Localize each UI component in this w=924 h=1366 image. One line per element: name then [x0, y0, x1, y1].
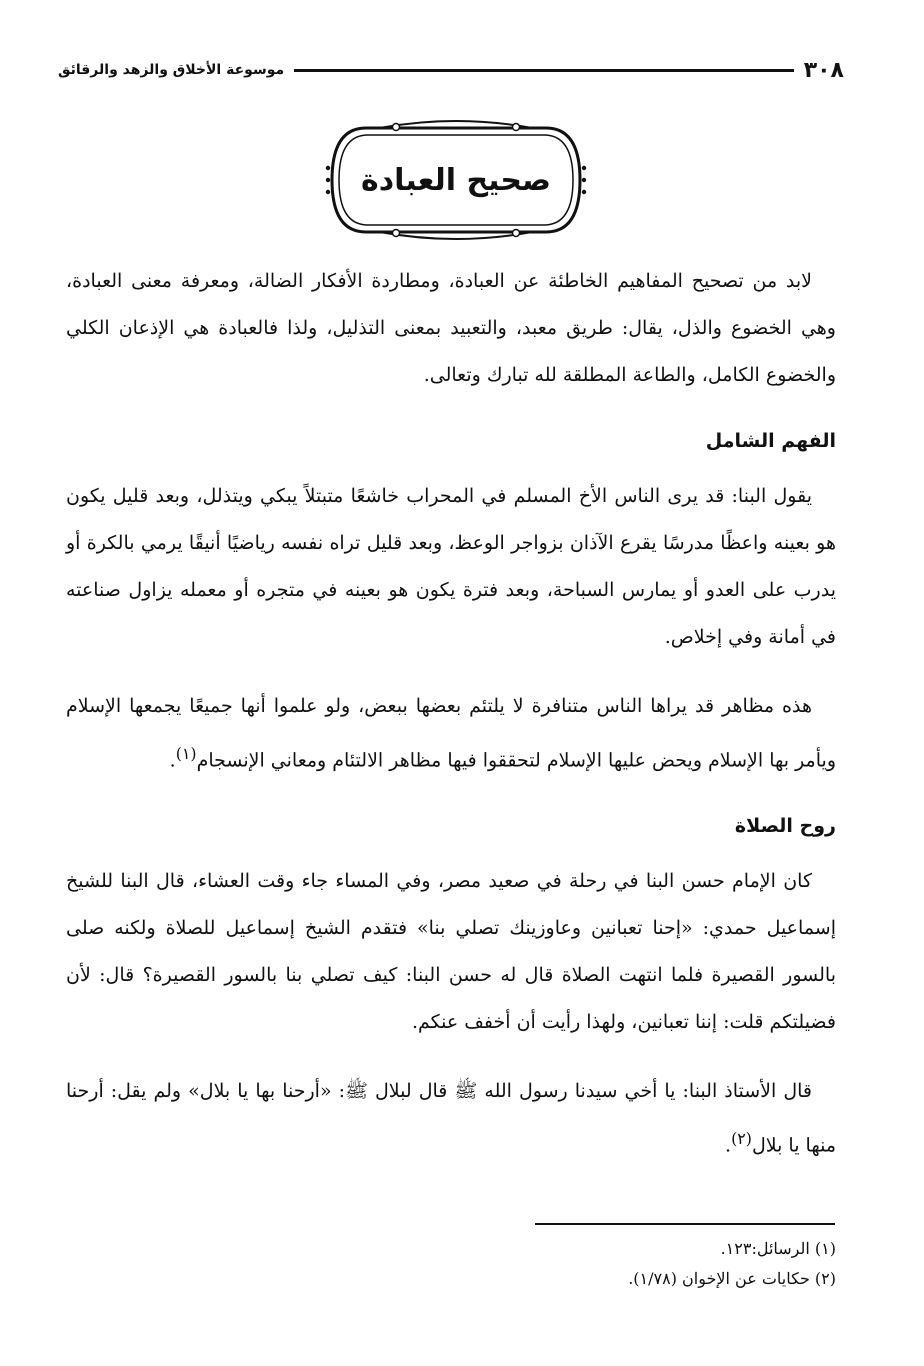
page-number: ٣٠٨ — [803, 57, 844, 83]
paragraph-text: هذه مظاهر قد يراها الناس متنافرة لا يلتئم بعضها ببعض، ولو علموا أنها جميعًا يجمعها الإسلام ويأمر بها الإسلام ويحض عليها الإسلام لتحققوا فيها مظاهر الالتئام ومعاني الإنسجام — [66, 695, 836, 772]
paragraph-end: . — [169, 749, 176, 772]
footnote-divider — [535, 1223, 835, 1225]
main-content — [66, 258, 836, 1192]
chapter-title: صحيح العبادة — [360, 162, 552, 198]
comprehensive-understanding-paragraph-2 — [66, 683, 836, 784]
footnote-reference-2[interactable]: (٢) — [731, 1129, 752, 1149]
paragraph-end: . — [725, 1134, 732, 1157]
section-heading-comprehensive-understanding: الفهم الشامل — [705, 430, 836, 452]
footnote-reference-1[interactable]: (١) — [175, 744, 197, 763]
book-title: موسوعة الأخلاق والزهد والرقائق — [58, 62, 285, 78]
section-heading-spirit-of-prayer: روح الصلاة — [734, 815, 836, 838]
spirit-of-prayer-paragraph-2 — [66, 1068, 836, 1169]
chapter-title-frame — [322, 118, 590, 242]
intro-paragraph: لابد من تصحيح المفاهيم الخاطئة عن العبادة، ومطاردة الأفكار الضالة، ومعرفة معنى العبادة، وهي الخضوع والذل، يقال: طريق معبد، والتعبيد بمعنى التذليل، ولذا فالعبادة هي الإذعان الكلي والخضوع الكامل، والطاعة المطلقة لله تبارك وتعالى. — [66, 270, 836, 386]
spirit-of-prayer-paragraph-1: كان الإمام حسن البنا في رحلة في صعيد مصر، وفي المساء جاء وقت العشاء، قال البنا للشيخ إسماعيل حمدي: «إحنا تعبانين وعاوزينك تصلي بنا» فتقدم الشيخ إسماعيل للصلاة ولكنه صلى بالسور القصيرة فلما انتهت الصلاة قال له حسن البنا: كيف تصلي بنا بالسور القصيرة؟ قال: لأن فضيلتكم قلت: إننا تعبانين، ولهذا رأيت أن أخفف عنكم. — [66, 870, 836, 1034]
header-rule — [294, 69, 794, 72]
footnotes — [300, 1234, 836, 1294]
running-header — [58, 50, 844, 90]
footnote-2: (٢) حكايات عن الإخوان (١/٧٨). — [628, 1269, 836, 1288]
comprehensive-understanding-paragraph-1: يقول البنا: قد يرى الناس الأخ المسلم في المحراب خاشعًا متبتلاً يبكي ويتذلل، وبعد قليل يكون هو بعينه واعظًا مدرسًا يقرع الآذان بزواجر الوعظ، وبعد قليل تراه نفسه رياضيًا أنيقًا يرمي بالكرة أو يدرب على العدو أو يمارس السباحة، وبعد فترة يكون هو بعينه في متجره أو معمله يزاول صناعته في أمانة وفي إخلاص. — [66, 485, 836, 648]
footnote-1: (١) الرسائل:١٢٣. — [720, 1239, 836, 1258]
paragraph-text: قال الأستاذ البنا: يا أخي سيدنا رسول الله ﷺ قال لبلال ﷺ: «أرحنا بها يا بلال» ولم يقل: أرحنا منها يا بلال — [66, 1080, 836, 1157]
